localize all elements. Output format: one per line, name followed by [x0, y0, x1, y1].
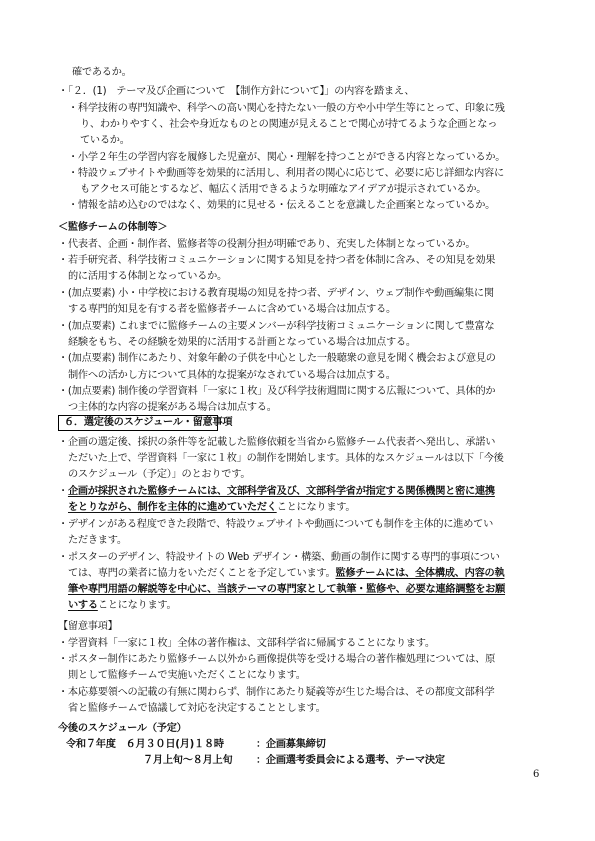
- text-line: する専門的知見を有する者を監修者チームに含めている場合は加点する。: [68, 304, 396, 315]
- text-line: ・デザインがある程度できた段階で、特設ウェブサイトや動画についても制作を主体的に進めてい: [58, 519, 494, 530]
- schedule-event: ：企画募集締切: [256, 739, 326, 750]
- text-line: [68, 501, 355, 515]
- text-line: [58, 485, 495, 499]
- text-line: 則として監修チームで実施いただくことになります。: [68, 670, 306, 681]
- text-line: 確であるか。: [72, 67, 132, 78]
- text-line: ・若手研究者、科学技術コミュニケーションに関する知見を持つ者を体制に含み、その知見を効果: [58, 255, 496, 266]
- text-line: ・企画の選定後、採択の条件等を記載した監修依頼を当省から監修チーム代表者へ発出し、承諾い: [58, 437, 496, 448]
- text-line: ・本応募要領への記載の有無に関わらず、制作にあたり疑義等が生じた場合は、その都度文部科学: [58, 687, 495, 698]
- text-line: ただいた上で、学習資料「一家に１枚」の制作を開始します。具体的なスケジュールは以下「今後: [68, 453, 504, 464]
- text-line: ・科学技術の専門知識や、科学への高い関心を持たない一般の方や小中学生等にとって、印象に残: [68, 103, 505, 114]
- text-line: ・(加点要素) 小・中学校における教育現場の知見を持つ者、デザイン、ウェブ制作や動画編集に関: [58, 288, 494, 299]
- text-line: [68, 567, 504, 581]
- text-line: つ主体的な内容の提案がある場合は加点する。: [68, 402, 277, 413]
- text-line: ・(加点要素) 制作にあたり、対象年齢の子供を中心とした一般聴衆の意見を聞く機会および意見の: [58, 353, 496, 364]
- section-heading: ６．選定後のスケジュール・留意事項: [64, 417, 233, 428]
- text-line: 制作への活かし方について具体的な提案がなされている場合は加点する。: [68, 370, 396, 381]
- text-line: ・特設ウェブサイトや動画等を効果的に活用し、利用者の関心に応じて、必要に応じ詳細な内容に: [68, 168, 504, 179]
- bullet: ・: [58, 486, 68, 497]
- emphasis-text: 筆や専門用語の解説等を中心に、当該テーマの専門家として執筆・監修や、必要な連絡調整をお願: [68, 584, 506, 595]
- emphasis-text: 監修チームには、全体構成、内容の執: [335, 568, 505, 579]
- text-line: [68, 599, 177, 613]
- text-line: ただきます。: [68, 535, 127, 546]
- text-line: ・ポスターのデザイン、特設サイトの Web デザイン・構築、動画の制作に関する専門的事項につい: [58, 552, 500, 563]
- text-line: ・「２．(1) テーマ及び企画について 【制作方針について】」の内容を踏まえ、: [58, 86, 415, 97]
- text-line: 的に活用する体制となっているか。: [68, 271, 227, 282]
- emphasis-text: いする: [68, 600, 98, 611]
- text-span: ことになります。: [276, 502, 356, 513]
- text-line: もアクセス可能とするなど、幅広く活用できるような明確なアイデアが提示されているか。: [80, 184, 487, 195]
- text-span: ことになります。: [97, 600, 177, 611]
- notes-heading: 【留意事項】: [58, 621, 118, 632]
- text-line: ・小学２年生の学習内容を履修した児童が、関心・理解を持つことができる内容となっているか。: [68, 152, 506, 163]
- text-line: ・ポスター制作にあたり監修チーム以外から画像提供等を受ける場合の著作権処理については、原: [58, 654, 496, 665]
- text-line: 経験をもち、その経験を効果的に活用する計画となっている場合は加点する。: [68, 337, 416, 348]
- schedule-date: ７月上旬～８月上旬: [143, 755, 233, 766]
- text-line: 省と監修チームで協議して対応を決定することとします。: [68, 703, 326, 714]
- text-line: ・(加点要素) これまでに監修チームの主要メンバーが科学技術コミュニケーションに関して豊富な: [58, 321, 495, 332]
- page-number: 6: [533, 769, 540, 780]
- text-line: ・(加点要素) 制作後の学習資料「一家に１枚」及び科学技術週間に関する広報について、具体的か: [58, 386, 496, 397]
- text-line: のスケジュール（予定）」のとおりです。: [68, 469, 251, 480]
- text-line: ・代表者、企画・制作者、監修者等の役割分担が明確であり、充実した体制となっているか。: [58, 239, 476, 250]
- schedule-heading: 今後のスケジュール（予定）: [58, 723, 187, 734]
- section-heading: ＜監修チームの体制等＞: [58, 222, 168, 233]
- text-line: ているか。: [80, 135, 130, 146]
- text-line: り、わかりやすく、社会や身近なものとの関連が見えることで関心が持てるような企画となっ: [80, 119, 498, 130]
- text-line: ・学習資料「一家に１枚」全体の著作権は、文部科学省に帰属することになります。: [58, 638, 435, 649]
- schedule-event: ：企画選考委員会による選考、テーマ決定: [256, 755, 445, 766]
- text-line: ・情報を詰め込むのではなく、効果的に見せる・伝えることを意識した企画案となっているか。: [68, 200, 496, 211]
- emphasis-text: 企画が採択された監修チームには、文部科学省及び、文部科学省が指定する関係機関と密に連携: [67, 486, 495, 497]
- emphasis-text: をとりながら、制作を主体的に進めていただく: [68, 502, 277, 513]
- schedule-date: 令和７年度 ６月３０日(月)１８時: [66, 739, 224, 750]
- text-span: ては、専門の業者に協力をいただくことを予定しています。: [68, 568, 336, 579]
